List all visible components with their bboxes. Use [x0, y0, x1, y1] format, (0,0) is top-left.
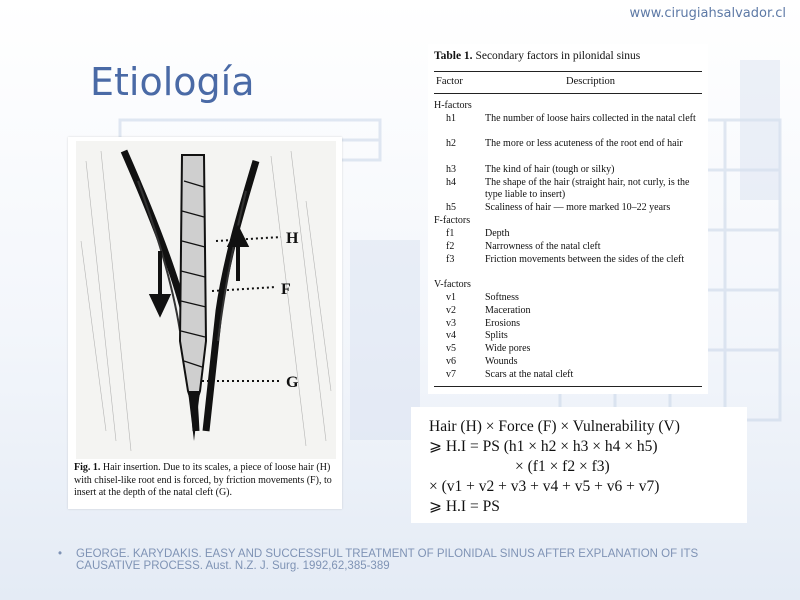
label-h: H	[286, 230, 299, 247]
factor-code: v4	[446, 330, 456, 342]
factor-description: The kind of hair (tough or silky)	[485, 164, 615, 175]
factor-code: v1	[446, 292, 456, 303]
bullet-icon: •	[58, 548, 63, 560]
slide-title: Etiología	[90, 60, 255, 104]
factor-description: Scaliness of hair — more marked 10–22 years	[485, 202, 671, 214]
group-label: V-factors	[434, 279, 471, 291]
factor-description: Erosions	[485, 317, 520, 329]
group-label: F-factors	[434, 215, 471, 227]
table-title-number: Table 1.	[434, 50, 473, 62]
column-header-description: Description	[566, 76, 615, 87]
factor-code: h1	[446, 112, 456, 124]
figure-caption-text: Hair insertion. Due to its scales, a piece of loose hair (H) with chisel-like root end is forced, by friction movements (F), to insert at the depth of the natal cleft (G).	[74, 462, 332, 498]
figure-caption-number: Fig. 1.	[74, 462, 101, 473]
formula-line: × (f1 × f2 × f3)	[515, 458, 610, 475]
formula-panel	[411, 407, 747, 523]
factor-description: Softness	[485, 292, 519, 303]
label-f: F	[281, 281, 291, 298]
factor-description: Scars at the natal cleft	[485, 368, 574, 380]
factors-table-panel	[428, 44, 708, 394]
factor-description: The number of loose hairs collected in the natal cleft	[485, 112, 696, 124]
table-title-text: Secondary factors in pilonidal sinus	[472, 50, 641, 62]
factor-description: The more or less acuteness of the root end of hair	[485, 138, 683, 150]
table-title	[434, 50, 640, 62]
site-url: www.cirugiahsalvador.cl	[629, 6, 786, 21]
factor-description: Maceration	[485, 304, 531, 316]
factor-description: Friction movements between the sides of the cleft	[485, 253, 685, 265]
figure-caption	[74, 462, 336, 500]
table-bottom-rule	[434, 386, 702, 387]
factor-code: v7	[446, 368, 456, 380]
factor-code: h3	[446, 164, 456, 175]
formula-line: ⩾ H.I = PS (h1 × h2 × h3 × h4 × h5)	[429, 438, 658, 455]
factor-description: Wounds	[485, 356, 518, 367]
factor-description: Wide pores	[485, 343, 531, 355]
factor-description: Splits	[485, 330, 508, 342]
factor-code: v2	[446, 304, 456, 316]
factor-code: f1	[446, 228, 455, 239]
formula-line: Hair (H) × Force (F) × Vulnerability (V)	[429, 418, 680, 435]
factor-code: f3	[446, 253, 455, 265]
group-label: H-factors	[434, 100, 472, 111]
hair-insertion-illustration	[76, 141, 336, 459]
table-header-rule	[434, 93, 702, 94]
factor-description: Narrowness of the natal cleft	[485, 240, 601, 252]
factor-code: v5	[446, 343, 456, 355]
formula-line: × (v1 + v2 + v3 + v4 + v5 + v6 + v7)	[429, 478, 660, 495]
formula-line: ⩾ H.I = PS	[429, 498, 500, 515]
label-g: G	[286, 374, 299, 391]
factor-code: h4	[446, 176, 456, 188]
factor-description: The shape of the hair (straight hair, not curly, is the type liable to insert)	[485, 176, 690, 201]
factor-description: Depth	[485, 228, 510, 239]
table-top-rule	[434, 71, 702, 72]
factor-code: h2	[446, 138, 456, 150]
factor-code: v6	[446, 356, 456, 367]
factor-code: h5	[446, 202, 456, 214]
factor-code: f2	[446, 240, 455, 252]
factor-code: v3	[446, 317, 456, 329]
figure-panel	[68, 137, 342, 509]
reference-text: GEORGE. KARYDAKIS. EASY AND SUCCESSFUL TREATMENT OF PILONIDAL SINUS AFTER EXPLANATION OF ITS CAUSATIVE PROCESS. Aust. N.Z. J. Surg. 1992,62,385-389	[76, 548, 699, 572]
column-header-factor: Factor	[436, 76, 463, 87]
